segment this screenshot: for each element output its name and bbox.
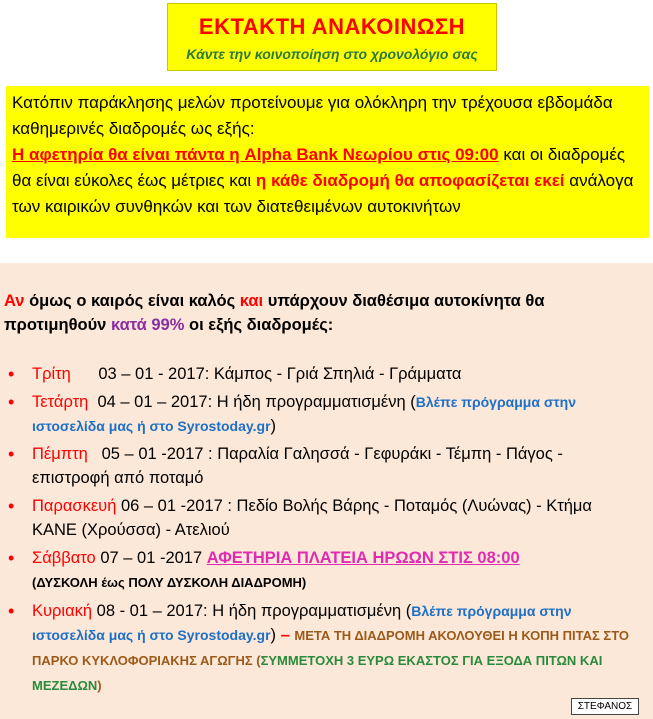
share-prompt: Κάντε την κοινοποίηση στο χρονολόγιο σας: [186, 46, 478, 62]
notice-intro: Κατόπιν παράκλησης μελών προτείνουμε για ολόκληρη την τρέχουσα εβδομάδα καθημερινές διαδρομές ως εξής:: [12, 93, 613, 138]
route-friday: 06 – 01 -2017 : Πεδίο Βολής Βάρης - Ποταμός (Λυώνας) - Κτήμα ΚΑΝΕ (Χρούσσα) - Ατελιού: [32, 497, 592, 539]
saturday-difficulty-note: (ΔΥΣΚΟΛΗ έως ΠΟΛΥ ΔΥΣΚΟΛΗ ΔΙΑΔΡΟΜΗ): [32, 575, 307, 590]
list-item: [4, 599, 637, 698]
bullet-icon: •: [8, 444, 15, 464]
weekly-notice: [6, 86, 649, 238]
intro-text-c: οι εξής διαδρομές:: [184, 316, 334, 334]
bullet-icon: •: [8, 392, 15, 412]
routes-section: [0, 263, 653, 719]
day-wednesday: Τετάρτη: [32, 393, 89, 411]
day-saturday: Σάββατο: [32, 549, 96, 567]
announcement-title: ΕΚΤΑΚΤΗ ΑΝΑΚΟΙΝΩΣΗ: [198, 14, 466, 39]
day-friday: Παρασκευή: [32, 497, 117, 515]
intro-if: Αν: [4, 292, 25, 310]
intro-text-b: υπάρχουν διαθέσιμα αυτοκίνητα θα προτιμηθούν: [4, 292, 545, 334]
list-item: [4, 546, 637, 595]
sunday-dash: –: [276, 626, 295, 644]
signature-box: ΣΤΕΦΑΝΟΣ: [571, 698, 639, 715]
route-tuesday: 03 – 01 - 2017: Κάμπος - Γριά Σπηλιά - Γράμματα: [98, 365, 462, 383]
route-thursday: 05 – 01 -2017 : Παραλία Γαλησσά - Γεφυράκι - Τέμπη - Πάγος - επιστροφή από ποταμό: [32, 445, 563, 487]
sunday-close: ): [270, 626, 277, 644]
sunday-schedule-link[interactable]: Βλέπε πρόγραμμα στην ιστοσελίδα μας ή στο Syrostoday.gr: [32, 603, 572, 643]
intro-text-a: όμως ο καιρός είναι καλός: [24, 292, 240, 310]
decision-highlight: η κάθε διαδρομή θα αποφασίζεται εκεί: [255, 171, 565, 190]
intro-and: και: [239, 292, 264, 310]
saturday-start-highlight: ΑΦΕΤΗΡΙΑ ΠΛΑΤΕΙΑ ΗΡΩΩΝ ΣΤΙΣ 08:00: [206, 549, 520, 567]
list-item: [4, 362, 637, 386]
day-tuesday: Τρίτη: [32, 365, 71, 383]
list-item: [4, 494, 637, 542]
start-point-highlight: Η αφετηρία θα είναι πάντα η Alpha Bank Νεωρίου στις 09:00: [12, 145, 499, 164]
wednesday-schedule-link[interactable]: Βλέπε πρόγραμμα στην ιστοσελίδα μας ή στο Syrostoday.gr: [32, 394, 577, 434]
route-sunday: 08 - 01 – 2017: Η ήδη προγραμματισμένη (: [96, 602, 412, 620]
announcement-header: [167, 3, 497, 71]
route-list: [4, 362, 637, 698]
day-thursday: Πέμπτη: [32, 445, 88, 463]
bullet-icon: •: [8, 364, 15, 384]
bullet-icon: •: [8, 496, 15, 516]
routes-intro: [4, 289, 637, 337]
list-item: [4, 390, 637, 438]
day-sunday: Κυριακή: [32, 602, 93, 620]
route-wednesday: 04 – 01 – 2017: Η ήδη προγραμματισμένη (: [97, 393, 416, 411]
intro-percentage: κατά 99%: [110, 316, 185, 334]
list-item: [4, 442, 637, 490]
bullet-icon: •: [8, 601, 15, 621]
sunday-note-close: ): [97, 678, 102, 693]
sunday-pie-note: ΜΕΤΑ ΤΗ ΔΙΑΔΡΟΜΗ ΑΚΟΛΟΥΘΕΙ Η ΚΟΠΗ ΠΙΤΑΣ ΣΤΟ ΠΑΡΚΟ ΚΥΚΛΟΦΟΡΙΑΚΗΣ ΑΓΩΓΗΣ (: [32, 628, 630, 668]
bullet-icon: •: [8, 548, 15, 568]
notice-end: ανάλογα των καιρικών συνθηκών και των διατεθειμένων αυτοκινήτων: [12, 171, 634, 216]
wednesday-close: ): [270, 417, 277, 435]
notice-middle: και οι διαδρομές θα είναι εύκολες έως μέτριες και: [12, 145, 626, 190]
route-saturday: 07 – 01 -2017: [100, 549, 207, 567]
sunday-fee-note: ΣΥΜΜΕΤΟΧΗ 3 ΕΥΡΩ ΕΚΑΣΤΟΣ ΓΙΑ ΕΞΟΔΑ ΠΙΤΩΝ ΚΑΙ ΜΕΖΕΔΩΝ: [32, 653, 603, 693]
